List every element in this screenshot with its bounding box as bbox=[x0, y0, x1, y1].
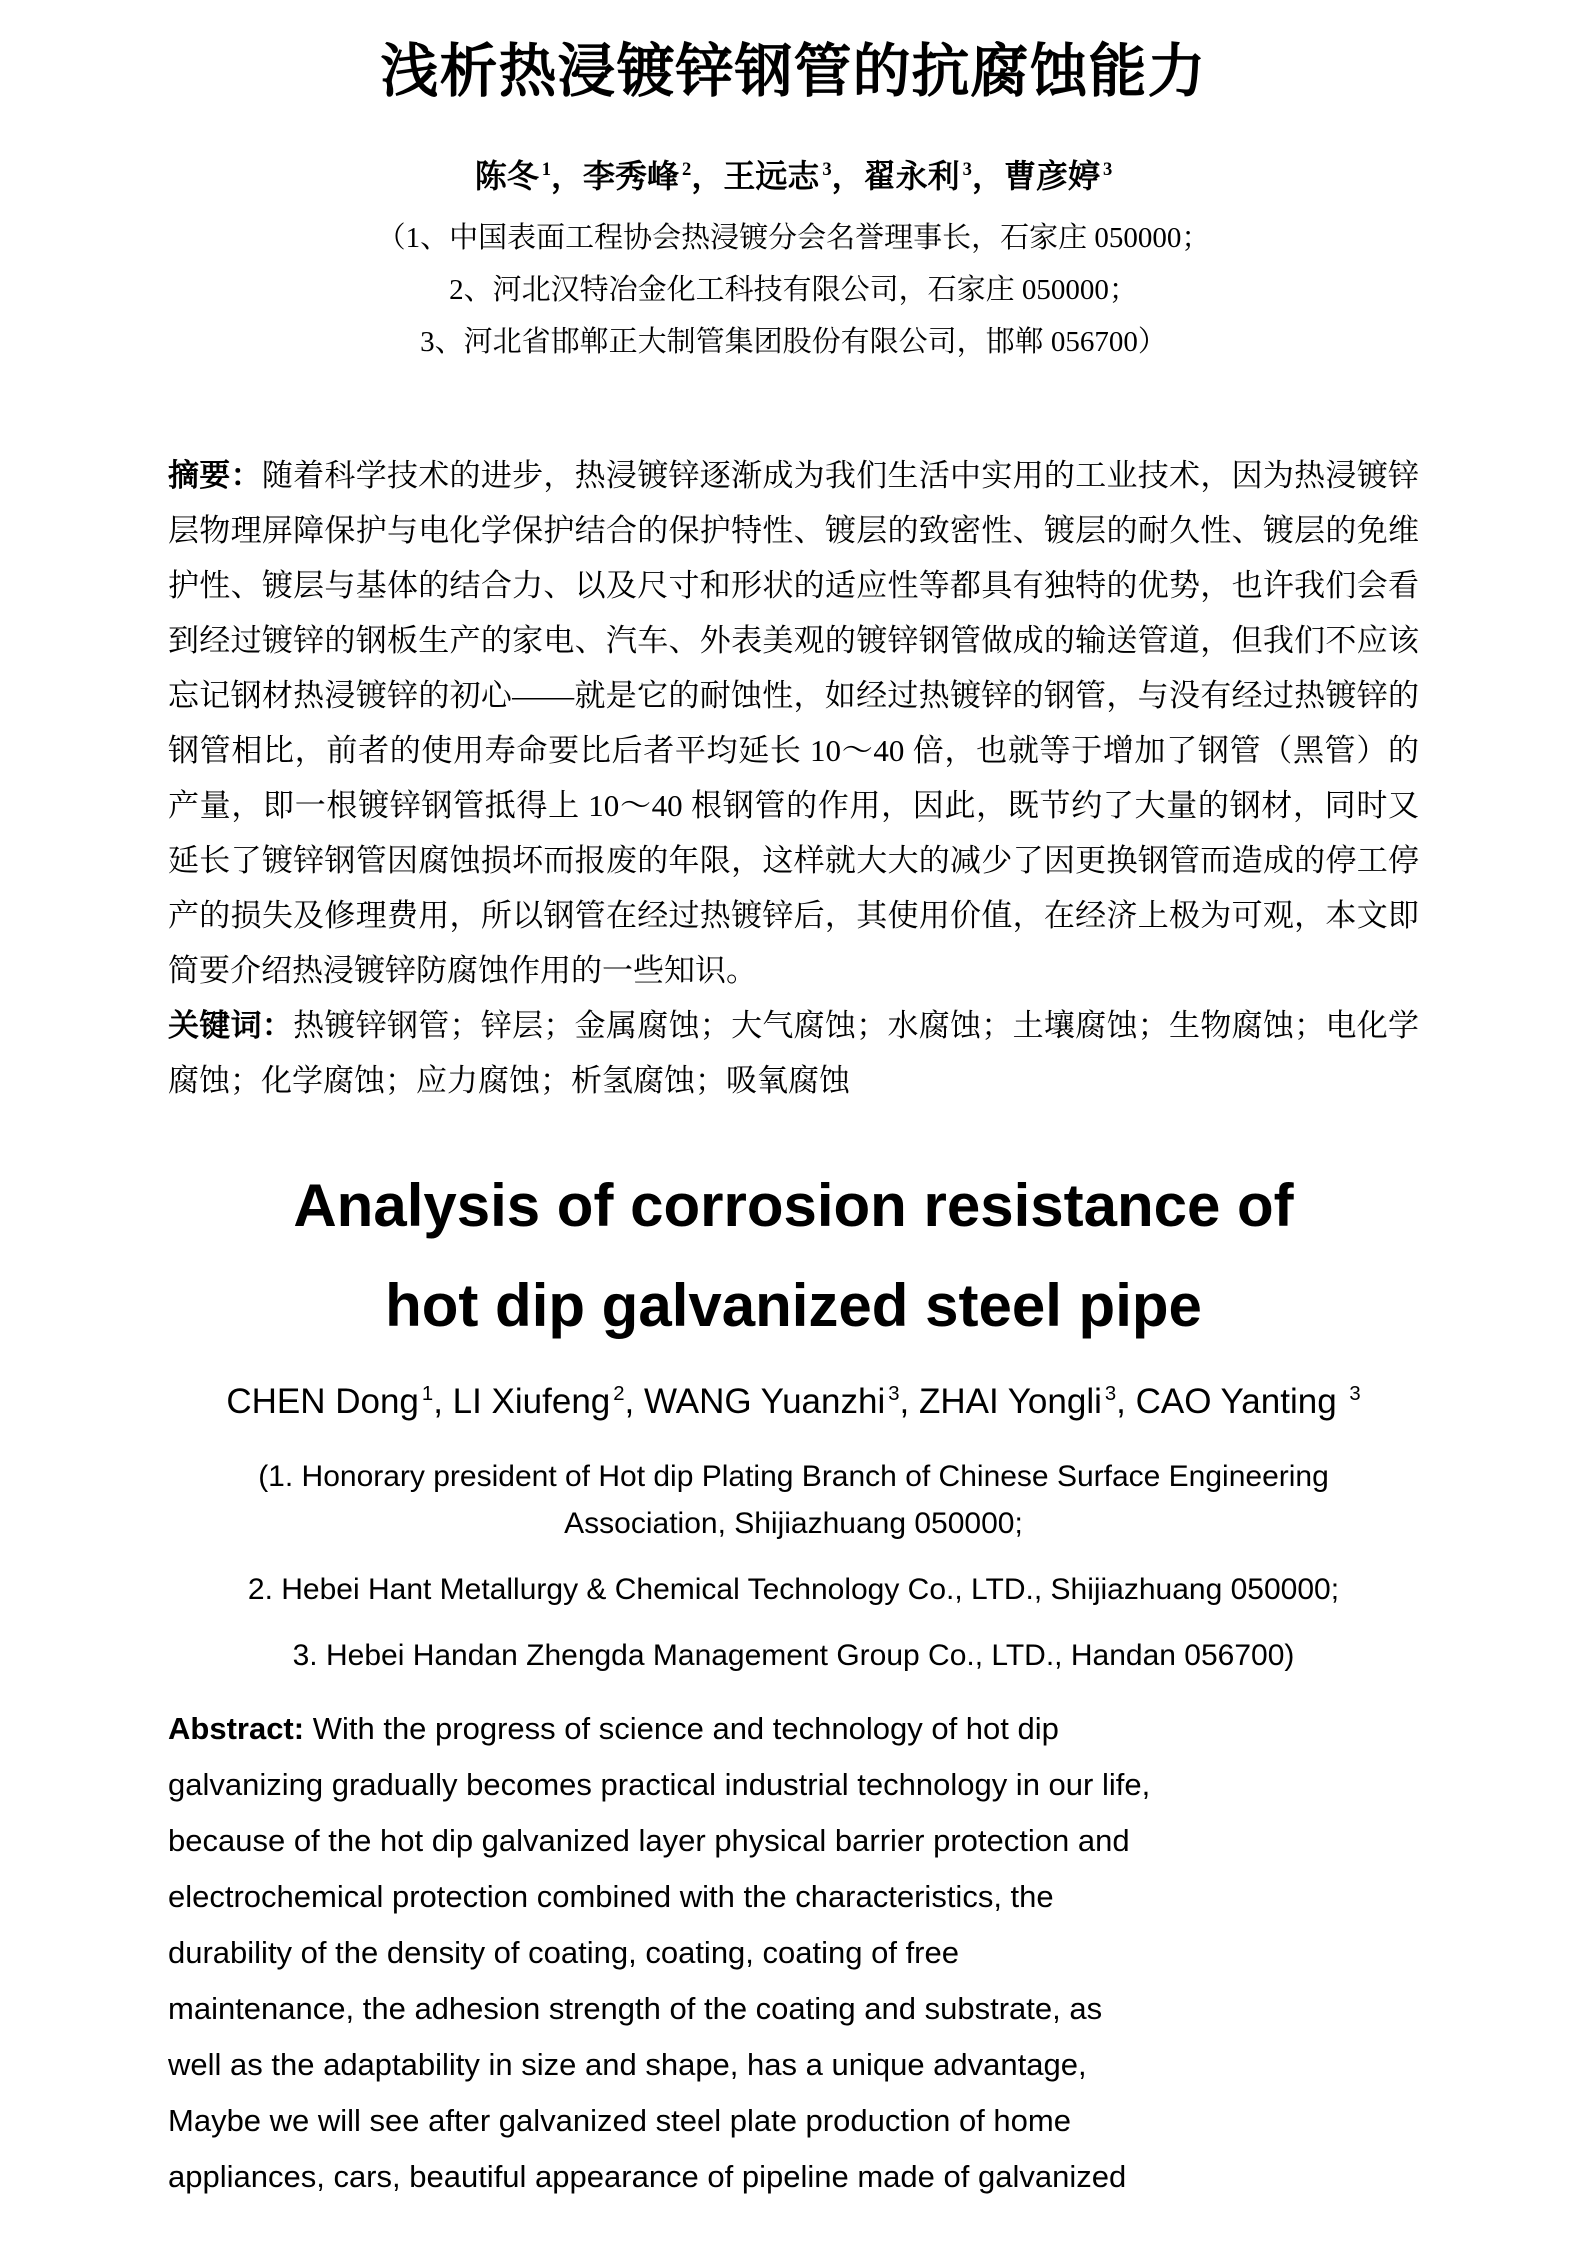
author-superscript: 1 bbox=[421, 1383, 434, 1406]
english-abstract-line: electrochemical protection combined with the characteristics, the bbox=[168, 1878, 1054, 1914]
author-name: 王远志 bbox=[723, 157, 820, 194]
author-name: CHEN Dong bbox=[226, 1381, 419, 1421]
english-affiliations bbox=[168, 1453, 1419, 1679]
author-separator: ， bbox=[831, 157, 864, 194]
author-separator: , bbox=[899, 1381, 919, 1421]
chinese-keywords bbox=[168, 998, 1419, 1108]
english-abstract-line: durability of the density of coating, coating, coating of free bbox=[168, 1934, 959, 1970]
english-abstract bbox=[168, 1701, 1419, 2205]
author-superscript: 3 bbox=[822, 158, 832, 180]
english-abstract-line bbox=[168, 1701, 1419, 1757]
author-name: WANG Yuanzhi bbox=[644, 1381, 886, 1421]
author-superscript: 3 bbox=[1104, 1383, 1117, 1406]
chinese-affiliation-line: （1、中国表面工程协会热浸镀分会名誉理事长，石家庄 050000； bbox=[376, 221, 1211, 254]
chinese-abstract bbox=[168, 448, 1419, 998]
english-affiliation-line: 3. Hebei Handan Zhengda Management Group Co., LTD., Handan 056700) bbox=[292, 1638, 1295, 1672]
english-abstract-line: galvanizing gradually becomes practical industrial technology in our life, bbox=[168, 1766, 1151, 1802]
author-name: LI Xiufeng bbox=[452, 1381, 611, 1421]
english-affiliation-line: 2. Hebei Hant Metallurgy & Chemical Technology Co., LTD., Shijiazhuang 050000; bbox=[247, 1572, 1340, 1606]
author-superscript: 3 bbox=[962, 158, 972, 180]
english-title bbox=[168, 1156, 1419, 1356]
author-separator: ， bbox=[691, 157, 724, 194]
english-authors-line bbox=[168, 1378, 1419, 1425]
author-superscript: 3 bbox=[1349, 1383, 1361, 1406]
author-name: 李秀峰 bbox=[583, 157, 680, 194]
english-abstract-line: Maybe we will see after galvanized steel plate production of home bbox=[168, 2102, 1071, 2138]
author-name: 陈冬 bbox=[474, 157, 539, 194]
author-name: CAO Yanting bbox=[1135, 1381, 1347, 1421]
english-abstract-line: well as the adaptability in size and shape, has a unique advantage, bbox=[168, 2046, 1087, 2082]
english-title-line-2: hot dip galvanized steel pipe bbox=[385, 1271, 1202, 1339]
chinese-keywords-text: 热镀锌钢管；锌层；金属腐蚀；大气腐蚀；水腐蚀；土壤腐蚀；生物腐蚀；电化学腐蚀；化学腐蚀；应力腐蚀；析氢腐蚀；吸氧腐蚀 bbox=[168, 1007, 1420, 1098]
english-abstract-line: maintenance, the adhesion strength of the coating and substrate, as bbox=[168, 1990, 1103, 2026]
english-abstract-line: because of the hot dip galvanized layer physical barrier protection and bbox=[168, 1822, 1130, 1858]
author-superscript: 3 bbox=[888, 1383, 900, 1406]
author-name: ZHAI Yongli bbox=[918, 1381, 1102, 1421]
english-title-line-1: Analysis of corrosion resistance of bbox=[293, 1171, 1294, 1239]
chinese-abstract-text: 随着科学技术的进步，热浸镀锌逐渐成为我们生活中实用的工业技术，因为热浸镀锌层物理屏障保护与电化学保护结合的保护特性、镀层的致密性、镀层的耐久性、镀层的免维护性、镀层与基体的结合力、以及尺寸和形状的适应性等都具有独特的优势，也许我们会看到经过镀锌的钢板生产的家电、汽车、外表美观的镀锌钢管做成的输送管道，但我们不应该忘记钢材热浸镀锌的初心——就是它的耐蚀性，如经过热镀锌的钢管，与没有经过热镀锌的钢管相比，前者的使用寿命要比后者平均延长 10～40 倍，也就等于增加了钢管（黑管）的产量，即一根镀锌钢管抵得上 10～40 根钢管的作用，因此，既节约了大量的钢材，同时又延长了镀锌钢管因腐蚀损坏而报废的年限，这样就大大的减少了因更换钢管而造成的停工停产的损失及修理费用，所以钢管在经过热镀锌后，其使用价值，在经济上极为可观，本文即简要介绍热浸镀锌防腐蚀作用的一些知识。 bbox=[168, 457, 1420, 988]
author-superscript: 1 bbox=[541, 158, 552, 180]
author-separator: , bbox=[1116, 1381, 1136, 1421]
author-name: 翟永利 bbox=[863, 157, 960, 194]
chinese-affiliation-line: 3、河北省邯郸正大制管集团股份有限公司，邯郸 056700） bbox=[420, 325, 1167, 358]
author-separator: , bbox=[624, 1381, 644, 1421]
author-separator: , bbox=[433, 1381, 453, 1421]
author-superscript: 3 bbox=[1102, 158, 1113, 180]
chinese-keywords-label: 关键词： bbox=[168, 1007, 294, 1043]
english-abstract-label: Abstract: bbox=[168, 1710, 305, 1746]
author-separator: ， bbox=[551, 157, 584, 194]
author-separator: ， bbox=[971, 157, 1004, 194]
author-superscript: 2 bbox=[613, 1383, 625, 1406]
chinese-affiliation-line: 2、河北汉特冶金化工科技有限公司，石家庄 050000； bbox=[449, 273, 1138, 306]
chinese-affiliations bbox=[168, 212, 1419, 368]
chinese-authors-line bbox=[168, 155, 1419, 198]
author-name: 曹彦婷 bbox=[1003, 157, 1100, 194]
english-affiliation-line: (1. Honorary president of Hot dip Plating Branch of Chinese Surface Engineering Association, Shijiazhuang 050000; bbox=[258, 1459, 1329, 1540]
english-abstract-line: appliances, cars, beautiful appearance of pipeline made of galvanized bbox=[168, 2158, 1127, 2194]
chinese-abstract-label: 摘要： bbox=[168, 457, 262, 493]
author-superscript: 2 bbox=[682, 158, 692, 180]
english-abstract-text: With the progress of science and technology of hot dip bbox=[312, 1710, 1059, 1746]
chinese-title: 浅析热浸镀锌钢管的抗腐蚀能力 bbox=[380, 39, 1207, 104]
